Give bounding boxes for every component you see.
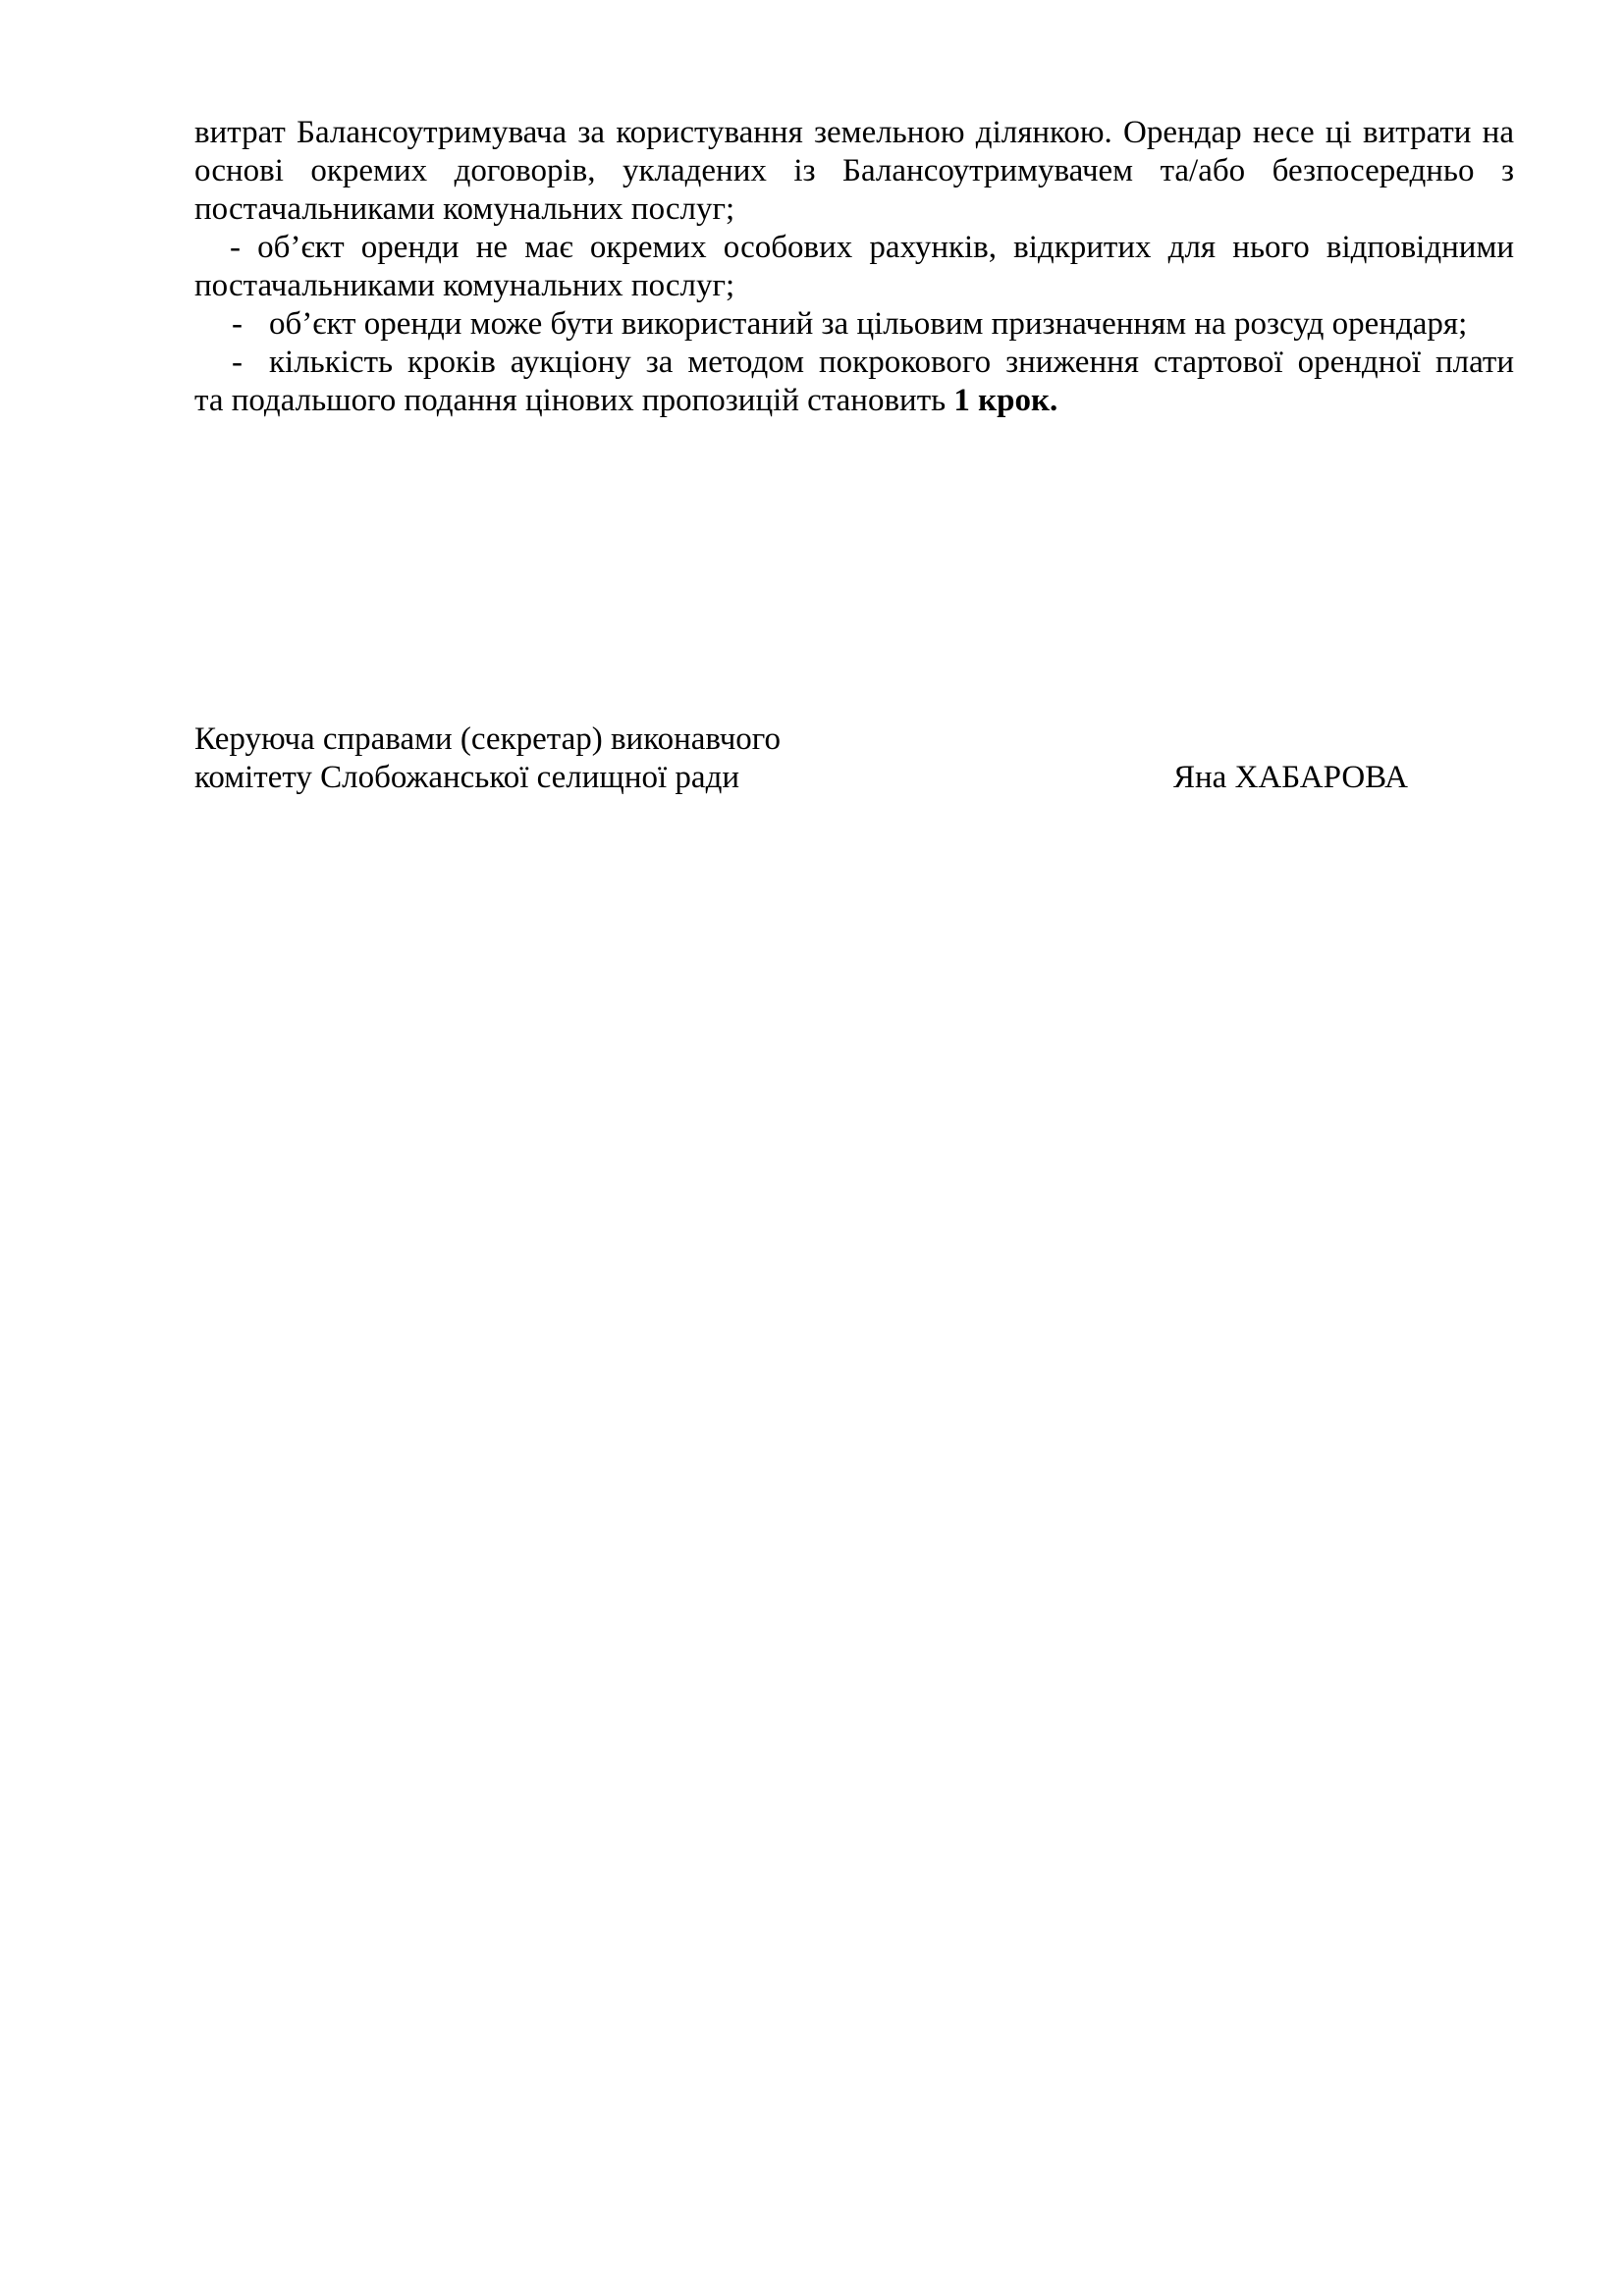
text-line [194,344,1514,382]
paragraph-utility-costs [194,114,1514,229]
text-line [194,305,1514,344]
list-dash: - [232,306,243,342]
text-line: постачальниками комунальних послуг; [194,191,735,227]
list-item-text: кількість кроків аукціону за методом покрокового зниження стартової орендної плати [269,345,1514,380]
list-item-text: та подальшого подання цінових пропозицій становить [194,383,954,418]
text-line: постачальниками комунальних послуг; [194,268,735,303]
list-item-text: об’єкт оренди може бути використаний за цільовим призначенням на розсуд орендаря; [269,306,1468,342]
text-line: основі окремих договорів, укладених із Балансоутримувачем та/або безпосередньо з [194,153,1514,188]
document-body [194,114,1514,420]
paragraph-intended-use [194,305,1514,344]
list-dash: - [232,345,243,380]
text-line [194,382,1514,420]
text-line: - об’єкт оренди не має окремих особових рахунків, відкритих для нього відповідними [230,230,1514,265]
paragraph-auction-steps [194,344,1514,420]
signature-block [194,721,1514,797]
signatory-organization: комітету Слобожанської селищної ради [194,760,740,795]
signatory-name: Яна ХАБАРОВА [1173,760,1408,795]
paragraph-personal-accounts [194,229,1514,305]
signatory-position: Керуюча справами (секретар) виконавчого [194,721,782,757]
auction-steps-count: 1 крок. [953,383,1058,418]
text-line: витрат Балансоутримувача за користування земельною ділянкою. Орендар несе ці витрати на [194,115,1514,150]
